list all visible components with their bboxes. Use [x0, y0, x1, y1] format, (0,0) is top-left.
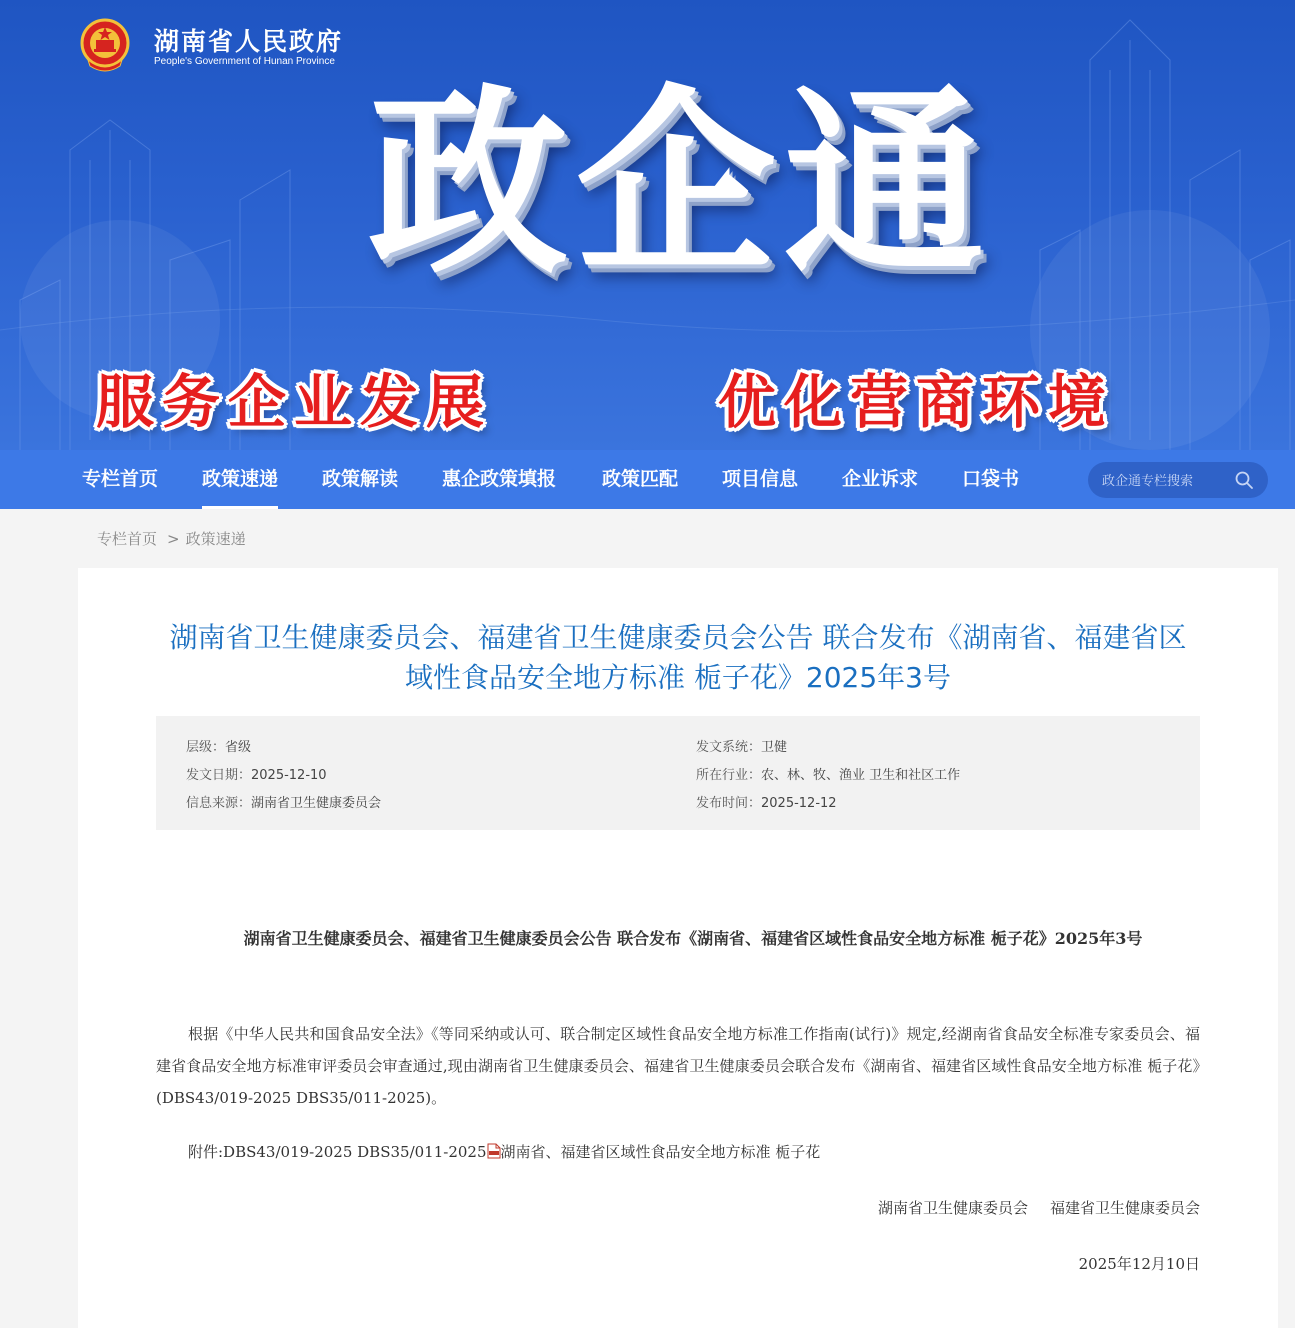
- document-signatures: [878, 1196, 1200, 1220]
- nav-item-policy-interpretation[interactable]: 政策解读: [322, 468, 399, 490]
- document-date: 2025年12月10日: [1078, 1255, 1200, 1273]
- pdf-file-icon: [487, 1143, 501, 1159]
- breadcrumb-current[interactable]: 政策速递: [185, 530, 246, 548]
- attachment-prefix: 附件:DBS43/019-2025 DBS35/011-2025: [188, 1143, 487, 1161]
- nav-item-policy-express[interactable]: 政策速递: [202, 450, 278, 509]
- meta-source: 信息来源：湖南省卫生健康委员会: [186, 796, 382, 811]
- national-emblem-icon: [80, 18, 130, 72]
- attachment-link[interactable]: 湖南省、福建省区域性食品安全地方标准 栀子花: [500, 1143, 821, 1161]
- slogan-right: 优化营商环境: [718, 368, 1115, 436]
- meta-publish-time: 发布时间：2025-12-12: [696, 796, 837, 811]
- search-icon[interactable]: [1234, 470, 1254, 490]
- document-heading: 湖南省卫生健康委员会、福建省卫生健康委员会公告 联合发布《湖南省、福建省区域性食品安全地方标准 栀子花》2025年3号: [243, 929, 1143, 948]
- meta-industry: 所在行业：农、林、牧、渔业 卫生和社区工作: [696, 768, 961, 783]
- article-title: 湖南省卫生健康委员会、福建省卫生健康委员会公告 联合发布《湖南省、福建省区域性食品安全地方标准 栀子花》2025年3号: [169, 621, 1187, 694]
- search-input[interactable]: [1100, 462, 1234, 500]
- main-nav: [0, 450, 1295, 509]
- nav-item-enterprise-appeal[interactable]: 企业诉求: [842, 468, 919, 490]
- article-meta: [156, 716, 1200, 830]
- signature-fujian: 福建省卫生健康委员会: [1049, 1199, 1200, 1217]
- nav-item-project-info[interactable]: 项目信息: [722, 468, 799, 490]
- document-body: 根据《中华人民共和国食品安全法》《等同采纳或认可、联合制定区域性食品安全地方标准工作指南(试行)》规定,经湖南省食品安全标准专家委员会、福建省食品安全地方标准审评委员会审查通过,现由湖南省卫生健康委员会、福建省卫生健康委员会联合发布《湖南省、福建省区域性食品安全地方标准 栀子花》(DBS43/019-2025 DBS35/011-2025)。: [156, 1025, 1200, 1107]
- header-banner: [0, 0, 1295, 450]
- nav-item-pocket-book[interactable]: 口袋书: [962, 468, 1020, 490]
- nav-item-policy-report[interactable]: 惠企政策填报: [442, 468, 557, 490]
- attachment-line: [188, 1140, 820, 1164]
- meta-level: 层级：省级: [186, 740, 252, 755]
- meta-system: 发文系统：卫健: [696, 740, 788, 755]
- meta-date: 发文日期：2025-12-10: [186, 768, 327, 783]
- government-name-english: People's Government of Hunan Province: [154, 56, 335, 67]
- nav-item-policy-match[interactable]: 政策匹配: [602, 468, 679, 490]
- article-card: [78, 568, 1278, 1328]
- breadcrumb-home[interactable]: 专栏首页: [97, 530, 158, 548]
- nav-item-home[interactable]: 专栏首页: [82, 468, 159, 490]
- signature-hunan: 湖南省卫生健康委员会: [877, 1199, 1028, 1217]
- hero-title: 政企通: [367, 68, 992, 301]
- government-name: 湖南省人民政府: [154, 27, 344, 56]
- breadcrumb: [97, 528, 246, 549]
- breadcrumb-separator: >: [167, 530, 180, 548]
- search-box: [1088, 462, 1268, 498]
- slogan-left: 服务企业发展: [96, 368, 493, 436]
